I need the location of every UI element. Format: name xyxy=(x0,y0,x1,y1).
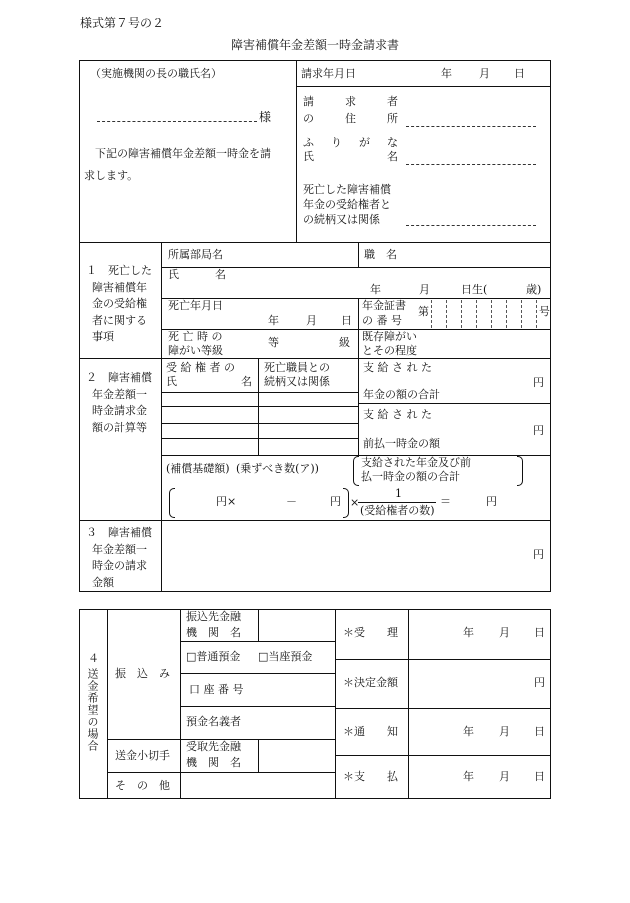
job-label: 職 名 xyxy=(364,248,397,261)
grade-kyu: 級 xyxy=(339,336,350,349)
birth-day[interactable]: 日生( xyxy=(461,283,488,296)
address-field[interactable] xyxy=(406,126,536,127)
death-month[interactable]: 月 xyxy=(306,314,317,327)
formula-yen-times: 円× xyxy=(216,495,237,508)
claim-month[interactable]: 月 xyxy=(479,67,490,80)
col-beneficiary-l1: 受 給 権 者 の xyxy=(166,361,235,374)
name-label: 氏 名 xyxy=(303,150,398,163)
claim-amount-yen[interactable]: 円 xyxy=(533,548,544,561)
exist-l2: とその程度 xyxy=(362,344,417,357)
death-day[interactable]: 日 xyxy=(341,314,352,327)
furigana-label: ふ り が な xyxy=(303,136,398,149)
transfer-label: 振 込 み xyxy=(115,667,170,680)
honorific: 様 xyxy=(259,110,272,124)
grade-to: 等 xyxy=(268,336,279,349)
addressee-field[interactable] xyxy=(97,121,257,122)
bank-l1: 振込先金融 xyxy=(186,610,241,623)
s4-number: ４ xyxy=(88,652,99,665)
bank-l2: 機 関 名 xyxy=(186,626,241,639)
section-4 xyxy=(79,609,551,799)
account-holder-label: 預金名義者 xyxy=(186,715,241,728)
total-paid-l2: 払一時金の額の合計 xyxy=(361,470,460,483)
relation-l3: の続柄又は関係 xyxy=(303,213,380,226)
death-year[interactable]: 年 xyxy=(268,314,279,327)
paid-lump-l1: 支 給 さ れ た xyxy=(363,408,432,421)
exist-l1: 既存障がい xyxy=(362,330,417,343)
accept-label: ＊受 理 xyxy=(343,626,398,639)
cert-dai: 第 xyxy=(418,305,429,318)
claim-date-label: 請求年月日 xyxy=(301,67,356,80)
accept-month[interactable]: 月 xyxy=(499,626,510,639)
notify-label: ＊通 知 xyxy=(343,725,398,738)
notify-day[interactable]: 日 xyxy=(534,725,545,738)
formula-minus: － xyxy=(286,495,297,508)
formula-equals: ＝ xyxy=(440,495,451,508)
paid-lump-l2: 前払一時金の額 xyxy=(363,437,440,450)
col-relation-l2: 続柄又は関係 xyxy=(264,375,330,388)
other-label: そ の 他 xyxy=(115,779,170,792)
account-number-label: 口 座 番 号 xyxy=(189,683,244,696)
current-deposit-checkbox[interactable]: □当座預金 xyxy=(258,650,313,663)
cert-go: 号 xyxy=(539,305,550,318)
recv-bank-l2: 機 関 名 xyxy=(186,756,241,769)
s4-vertical-heading: 送金希望の場合 xyxy=(86,668,99,752)
claim-day[interactable]: 日 xyxy=(514,67,525,80)
cert-l1: 年金証書 xyxy=(362,299,406,312)
grade-l1: 死 亡 時 の xyxy=(168,330,223,343)
claim-year[interactable]: 年 xyxy=(441,67,452,80)
s3-heading: ３ 障害補償 年金差額一 時金の請求 金額 xyxy=(86,526,152,589)
addressee-label: （実施機関の長の職氏名） xyxy=(90,67,222,80)
base-amount-label: (補償基礎額) xyxy=(166,462,230,475)
birth-year[interactable]: 年 xyxy=(370,283,381,296)
payment-label: ＊支 払 xyxy=(343,770,398,783)
age[interactable]: 歳) xyxy=(526,283,542,296)
relation-l1: 死亡した障害補償 xyxy=(303,183,391,196)
paid-lump-yen[interactable]: 円 xyxy=(533,424,544,437)
formula-denominator: (受給権者の数) xyxy=(360,504,435,517)
formula-times: × xyxy=(350,496,360,509)
relation-l2: 年金の受給権者と xyxy=(303,198,391,211)
payment-month[interactable]: 月 xyxy=(499,770,510,783)
deceased-name-label: 氏 名 xyxy=(168,268,226,281)
form-number: 様式第７号の２ xyxy=(80,16,165,30)
multiplier-label: (乗ずべき数(ア)) xyxy=(236,462,319,475)
payment-year[interactable]: 年 xyxy=(463,770,474,783)
total-paid-l1: 支給された年金及び前 xyxy=(361,456,471,469)
paid-pension-l1: 支 給 さ れ た xyxy=(363,361,432,374)
dept-label: 所属部局名 xyxy=(168,248,223,261)
ordinary-deposit-checkbox[interactable]: □普通預金 xyxy=(186,650,241,663)
relation-field[interactable] xyxy=(406,225,536,226)
body-line1: 下記の障害補償年金差額一時金を請 xyxy=(95,147,271,160)
cert-l2: の 番 号 xyxy=(362,314,402,327)
paid-pension-yen[interactable]: 円 xyxy=(533,376,544,389)
accept-day[interactable]: 日 xyxy=(534,626,545,639)
paid-pension-l2: 年金の額の合計 xyxy=(363,388,440,401)
remittance-check-label: 送金小切手 xyxy=(115,749,170,762)
accept-year[interactable]: 年 xyxy=(463,626,474,639)
formula-yen: 円 xyxy=(330,495,341,508)
s2-heading: ２ 障害補償 年金差額一 時金請求金 額の計算等 xyxy=(86,371,152,434)
notify-month[interactable]: 月 xyxy=(499,725,510,738)
s1-heading: １ 死亡した 障害補償年 金の受給権 者に関する 事項 xyxy=(86,264,152,343)
decision-amount-label: ＊決定金額 xyxy=(343,676,398,689)
notify-year[interactable]: 年 xyxy=(463,725,474,738)
page-title: 障害補償年金差額一時金請求書 xyxy=(230,38,399,52)
birth-month[interactable]: 月 xyxy=(419,283,430,296)
grade-l2: 障がい等級 xyxy=(168,344,223,357)
col-beneficiary-l2: 氏 名 xyxy=(166,375,252,388)
formula-numerator: 1 xyxy=(395,487,402,500)
death-date-label: 死亡年月日 xyxy=(168,299,223,312)
col-relation-l1: 死亡職員との xyxy=(264,361,330,374)
formula-result-yen[interactable]: 円 xyxy=(486,495,497,508)
decision-amount-yen[interactable]: 円 xyxy=(534,676,545,689)
recv-bank-l1: 受取先金融 xyxy=(186,740,241,753)
claimant-l2: の 住 所 xyxy=(303,112,398,125)
claimant-l1: 請 求 者 xyxy=(303,95,398,108)
name-field[interactable] xyxy=(406,164,536,165)
fraction-bar xyxy=(358,502,436,503)
payment-day[interactable]: 日 xyxy=(534,770,545,783)
body-line2: 求します。 xyxy=(84,169,139,182)
